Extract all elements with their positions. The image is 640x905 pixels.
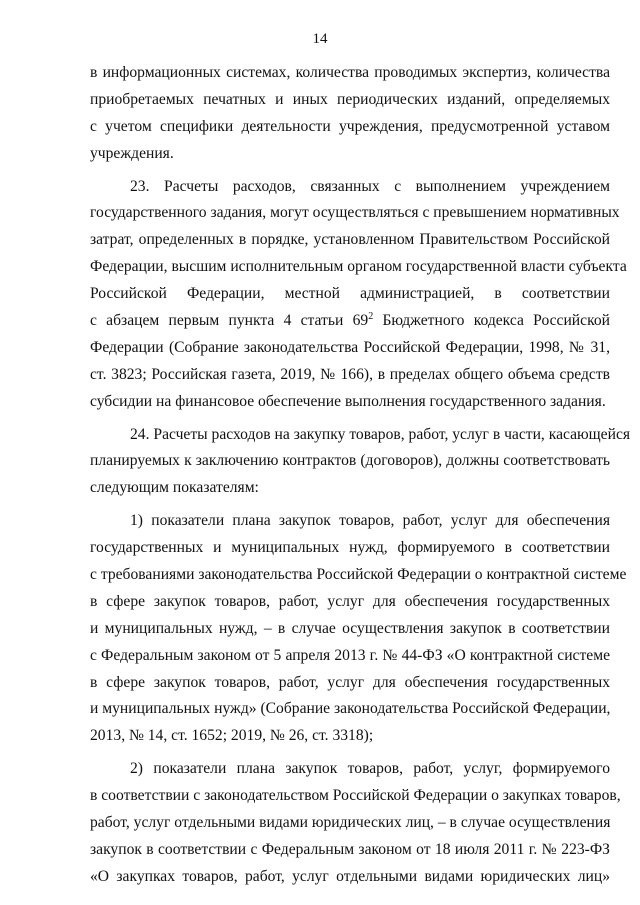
- text-line: 2) показатели плана закупок товаров, работ, услуг, формируемого: [130, 760, 610, 778]
- text-line: в соответствии с законодательством Российской Федерации о закупках товаров,: [90, 787, 621, 805]
- text-line: государственных и муниципальных нужд, формируемого в соответствии: [90, 539, 610, 557]
- text-line: планируемых к заключению контрактов (договоров), должны соответствовать: [90, 452, 610, 470]
- text-line: в сфере закупок товаров, работ, услуг для обеспечения государственных: [90, 592, 610, 610]
- paragraph-24: [90, 422, 631, 503]
- line-head: с абзацем первым пункта 4 статьи 69: [90, 312, 369, 330]
- text-line: Федерации, высшим исполнительным органом государственной власти субъекта: [90, 258, 627, 276]
- text-line: работ, услуг отдельными видами юридических лиц, – в случае осуществления: [90, 814, 611, 832]
- page-number: 14: [312, 31, 328, 47]
- text-line: затрат, определенных в порядке, установленном Правительством Российской: [90, 231, 610, 249]
- paragraph-24-item-1: [90, 508, 627, 750]
- text-line: 1) показатели плана закупок товаров, работ, услуг для обеспечения: [130, 512, 610, 530]
- article-superscript: 2: [368, 311, 374, 323]
- text-line: Федерации (Собрание законодательства Российской Федерации, 1998, № 31,: [90, 338, 610, 356]
- paragraph-continuation: [90, 60, 610, 168]
- text-line: 23. Расчеты расходов, связанных с выполнением учреждением: [130, 177, 610, 195]
- paragraph-23: [90, 174, 627, 416]
- text-line: Российской Федерации, местной администрацией, в соответствии: [90, 285, 610, 303]
- text-line: закупок в соответствии с Федеральным законом от 18 июля 2011 г. № 223-ФЗ: [90, 840, 610, 858]
- text-line-with-superscript: [90, 308, 610, 335]
- text-line: следующим показателям:: [90, 479, 259, 497]
- text-line: 24. Расчеты расходов на закупку товаров, работ, услуг в части, касающейся: [130, 425, 631, 443]
- text-line: в сфере закупок товаров, работ, услуг для обеспечения государственных: [90, 673, 610, 691]
- text-line: и муниципальных нужд, – в случае осуществления закупок в соответствии: [90, 619, 610, 637]
- paragraph-24-item-2: [90, 756, 621, 890]
- document-body: [90, 60, 631, 891]
- text-line: и муниципальных нужд» (Собрание законодательства Российской Федерации,: [90, 700, 611, 718]
- text-line: с требованиями законодательства Российской Федерации о контрактной системе: [90, 566, 627, 584]
- text-line: ст. 3823; Российская газета, 2019, № 166), в пределах общего объема средств: [90, 365, 610, 383]
- text-line: 2013, № 14, ст. 1652; 2019, № 26, ст. 3318);: [90, 727, 374, 745]
- text-line: «О закупках товаров, работ, услуг отдельными видами юридических лиц»: [90, 867, 610, 885]
- text-line: с учетом специфики деятельности учреждения, предусмотренной уставом: [90, 117, 610, 135]
- line-tail: Бюджетного кодекса Российской: [373, 312, 611, 330]
- text-line: в информационных системах, количества проводимых экспертиз, количества: [90, 64, 610, 81]
- text-line: приобретаемых печатных и иных периодических изданий, определяемых: [90, 90, 610, 108]
- text-line: учреждения.: [90, 144, 174, 162]
- text-line: субсидии на финансовое обеспечение выполнения государственного задания.: [90, 392, 606, 410]
- text-line: с Федеральным законом от 5 апреля 2013 г. № 44-ФЗ «О контрактной системе: [90, 646, 610, 664]
- text-line: государственного задания, могут осуществляться с превышением нормативных: [90, 204, 620, 222]
